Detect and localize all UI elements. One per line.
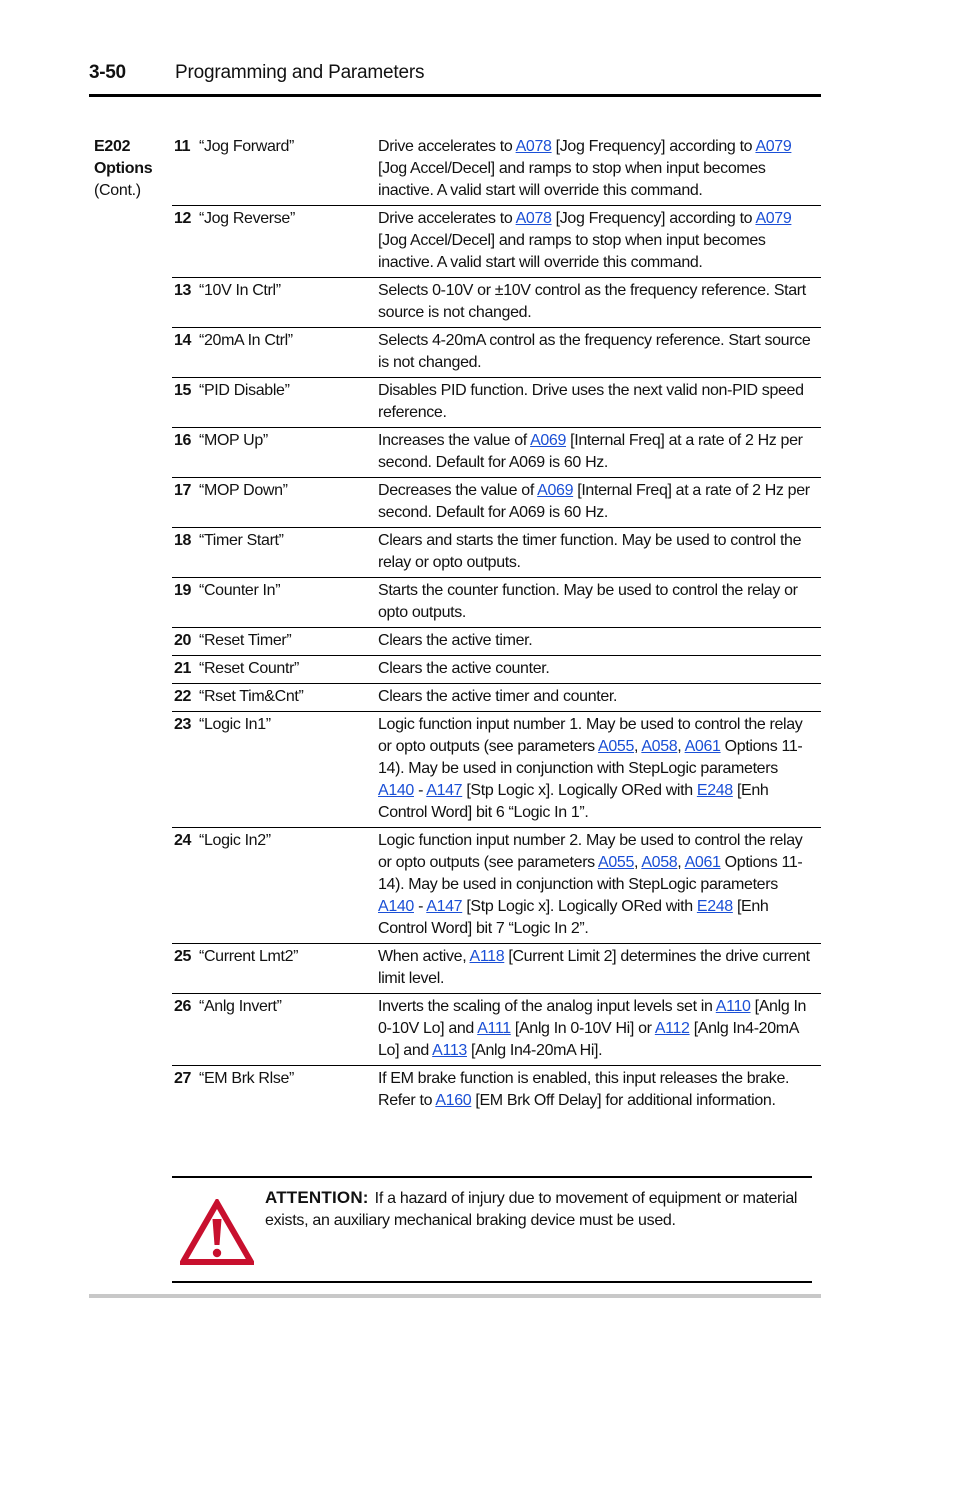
option-number: 16 bbox=[174, 432, 192, 449]
option-row bbox=[172, 428, 821, 478]
attention-label: ATTENTION: bbox=[265, 1188, 369, 1207]
option-description bbox=[378, 714, 821, 824]
description-text: Clears the active timer and counter. bbox=[378, 688, 618, 705]
parameter-link[interactable]: A058 bbox=[641, 854, 678, 871]
option-description bbox=[378, 630, 821, 652]
option-id bbox=[172, 630, 378, 652]
parameter-link[interactable]: A061 bbox=[684, 738, 721, 755]
option-row bbox=[172, 378, 821, 428]
description-text: [Anlg In4-20mA Hi]. bbox=[466, 1042, 603, 1059]
description-text: , bbox=[634, 738, 642, 755]
option-row bbox=[172, 578, 821, 628]
description-text: Options 11-14). May be used in conjunction with StepLogic parameters bbox=[378, 738, 803, 777]
description-text: [Jog Frequency] according to bbox=[551, 138, 756, 155]
option-name: “Rset Tim&Cnt” bbox=[199, 688, 304, 705]
option-id bbox=[172, 946, 378, 990]
option-number: 13 bbox=[174, 282, 192, 299]
option-id bbox=[172, 686, 378, 708]
description-text: [Anlg In 0-10V Lo] and bbox=[378, 998, 807, 1037]
description-text: Clears and starts the timer function. May be used to control the relay or opto outputs. bbox=[378, 532, 802, 571]
parameter-link[interactable]: A061 bbox=[684, 854, 721, 871]
option-name: “MOP Up” bbox=[199, 432, 268, 449]
option-id bbox=[172, 430, 378, 474]
option-description bbox=[378, 380, 821, 424]
option-id bbox=[172, 996, 378, 1062]
option-name: “Logic In2” bbox=[199, 832, 271, 849]
description-text: , bbox=[677, 738, 685, 755]
option-name: “Jog Reverse” bbox=[199, 210, 295, 227]
description-text: Selects 0-10V or ±10V control as the frequency reference. Start source is not changed. bbox=[378, 282, 806, 321]
footer-rule bbox=[89, 1294, 821, 1298]
option-number: 17 bbox=[174, 482, 192, 499]
option-description bbox=[378, 330, 821, 374]
parameter-label bbox=[94, 136, 152, 202]
parameter-link[interactable]: A055 bbox=[598, 738, 635, 755]
option-description bbox=[378, 136, 821, 202]
description-text: When active, bbox=[378, 948, 470, 965]
option-name: “MOP Down” bbox=[199, 482, 288, 499]
option-name: “Logic In1” bbox=[199, 716, 271, 733]
option-id bbox=[172, 714, 378, 824]
option-id bbox=[172, 380, 378, 424]
description-text: , bbox=[634, 854, 642, 871]
option-id bbox=[172, 658, 378, 680]
description-text: Selects 4-20mA control as the frequency reference. Start source is not changed. bbox=[378, 332, 811, 371]
parameter-continued: (Cont.) bbox=[94, 182, 141, 199]
description-text: [Internal Freq] at a rate of 2 Hz per second. Default for A069 is 60 Hz. bbox=[378, 432, 803, 471]
option-number: 12 bbox=[174, 210, 192, 227]
header-rule bbox=[89, 94, 821, 97]
description-text: [Jog Frequency] according to bbox=[551, 210, 756, 227]
parameter-link[interactable]: A058 bbox=[641, 738, 678, 755]
parameter-link[interactable]: A112 bbox=[654, 1020, 690, 1037]
page-number: 3-50 bbox=[89, 62, 126, 83]
option-id bbox=[172, 208, 378, 274]
option-name: “10V In Ctrl” bbox=[199, 282, 281, 299]
option-description bbox=[378, 1068, 821, 1112]
parameter-name: Options bbox=[94, 160, 153, 177]
option-number: 23 bbox=[174, 716, 192, 733]
description-text: Increases the value of bbox=[378, 432, 531, 449]
option-name: “Jog Forward” bbox=[199, 138, 295, 155]
option-name: “Reset Timer” bbox=[199, 632, 292, 649]
option-name: “Anlg Invert” bbox=[199, 998, 282, 1015]
option-number: 20 bbox=[174, 632, 192, 649]
option-description bbox=[378, 946, 821, 990]
option-row bbox=[172, 684, 821, 712]
description-text: [Jog Accel/Decel] and ramps to stop when input becomes inactive. A valid start will override this command. bbox=[378, 232, 766, 271]
description-text: [Stp Logic x]. Logically ORed with bbox=[462, 898, 697, 915]
description-text: Decreases the value of bbox=[378, 482, 538, 499]
option-name: “EM Brk Rlse” bbox=[199, 1070, 295, 1087]
parameter-link[interactable]: A069 bbox=[537, 482, 574, 499]
option-row bbox=[172, 712, 821, 828]
option-row bbox=[172, 328, 821, 378]
description-text: Options 11-14). May be used in conjunction with StepLogic parameters bbox=[378, 854, 803, 893]
description-text: [Enh Control Word] bit 7 “Logic In 2”. bbox=[378, 898, 769, 937]
parameter-link[interactable]: A079 bbox=[755, 138, 792, 155]
parameter-link[interactable]: A078 bbox=[515, 210, 552, 227]
description-text: [EM Brk Off Delay] for additional information. bbox=[471, 1092, 776, 1109]
description-text: Drive accelerates to bbox=[378, 138, 516, 155]
option-name: “Reset Countr” bbox=[199, 660, 300, 677]
option-number: 14 bbox=[174, 332, 192, 349]
option-name: “Timer Start” bbox=[199, 532, 284, 549]
description-text: Clears the active timer. bbox=[378, 632, 533, 649]
parameter-link[interactable]: A111 bbox=[477, 1020, 511, 1037]
option-id bbox=[172, 1068, 378, 1112]
description-text: Starts the counter function. May be used to control the relay or opto outputs. bbox=[378, 582, 798, 621]
option-description bbox=[378, 280, 821, 324]
option-row bbox=[172, 828, 821, 944]
parameter-link[interactable]: A110 bbox=[715, 998, 751, 1015]
parameter-link[interactable]: A147 bbox=[426, 782, 463, 799]
parameter-link[interactable]: A147 bbox=[426, 898, 463, 915]
description-text: Inverts the scaling of the analog input levels set in bbox=[378, 998, 716, 1015]
option-id bbox=[172, 480, 378, 524]
parameter-link[interactable]: A113 bbox=[432, 1042, 467, 1059]
option-description bbox=[378, 530, 821, 574]
parameter-link[interactable]: E248 bbox=[696, 782, 733, 799]
parameter-link[interactable]: A140 bbox=[378, 898, 414, 915]
option-row bbox=[172, 478, 821, 528]
parameter-code: E202 bbox=[94, 138, 131, 155]
option-row bbox=[172, 206, 821, 278]
description-text: - bbox=[413, 898, 427, 915]
section-title: Programming and Parameters bbox=[175, 62, 425, 83]
description-text: [Current Limit 2] determines the drive current limit level. bbox=[378, 948, 810, 987]
option-number: 21 bbox=[174, 660, 192, 677]
attention-text bbox=[265, 1187, 805, 1232]
parameter-link[interactable]: A140 bbox=[378, 782, 414, 799]
option-row bbox=[172, 656, 821, 684]
description-text: [Internal Freq] at a rate of 2 Hz per second. Default for A069 is 60 Hz. bbox=[378, 482, 810, 521]
description-text: If EM brake function is enabled, this input releases the brake. Refer to bbox=[378, 1070, 790, 1109]
option-id bbox=[172, 136, 378, 202]
description-text: [Enh Control Word] bit 6 “Logic In 1”. bbox=[378, 782, 769, 821]
option-description bbox=[378, 580, 821, 624]
description-text: [Stp Logic x]. Logically ORed with bbox=[462, 782, 697, 799]
parameter-link[interactable]: A055 bbox=[598, 854, 635, 871]
option-name: “Counter In” bbox=[199, 582, 281, 599]
option-id bbox=[172, 280, 378, 324]
option-number: 15 bbox=[174, 382, 192, 399]
attention-top-rule bbox=[172, 1176, 812, 1178]
parameter-link[interactable]: E248 bbox=[696, 898, 733, 915]
description-text: - bbox=[413, 782, 427, 799]
option-id bbox=[172, 330, 378, 374]
description-text: Logic function input number 2. May be used to control the relay or opto outputs (see parameters bbox=[378, 832, 803, 871]
option-number: 22 bbox=[174, 688, 192, 705]
description-text: [Anlg In 0-10V Hi] or bbox=[510, 1020, 655, 1037]
option-row bbox=[172, 994, 821, 1066]
option-description bbox=[378, 686, 821, 708]
option-row bbox=[172, 628, 821, 656]
option-description bbox=[378, 208, 821, 274]
description-text: Disables PID function. Drive uses the next valid non-PID speed reference. bbox=[378, 382, 804, 421]
description-text: [Jog Accel/Decel] and ramps to stop when input becomes inactive. A valid start will override this command. bbox=[378, 160, 766, 199]
option-row bbox=[172, 1066, 821, 1115]
option-number: 19 bbox=[174, 582, 192, 599]
attention-message: If a hazard of injury due to movement of equipment or material exists, an auxiliary mechanical braking device must be used. bbox=[265, 1190, 798, 1229]
options-table bbox=[172, 134, 821, 1115]
description-text: [Anlg In4-20mA Lo] and bbox=[378, 1020, 799, 1059]
description-text: , bbox=[677, 854, 685, 871]
option-number: 11 bbox=[174, 138, 191, 155]
option-name: “Current Lmt2” bbox=[199, 948, 299, 965]
option-description bbox=[378, 830, 821, 940]
parameter-link[interactable]: A069 bbox=[530, 432, 567, 449]
description-text: Clears the active counter. bbox=[378, 660, 550, 677]
option-id bbox=[172, 530, 378, 574]
option-row bbox=[172, 278, 821, 328]
option-number: 18 bbox=[174, 532, 192, 549]
option-row bbox=[172, 944, 821, 994]
parameter-link[interactable]: A079 bbox=[755, 210, 792, 227]
option-row bbox=[172, 134, 821, 206]
description-text: Logic function input number 1. May be used to control the relay or opto outputs (see parameters bbox=[378, 716, 803, 755]
option-id bbox=[172, 830, 378, 940]
description-text: Drive accelerates to bbox=[378, 210, 516, 227]
option-description bbox=[378, 430, 821, 474]
parameter-link[interactable]: A078 bbox=[515, 138, 552, 155]
option-row bbox=[172, 528, 821, 578]
attention-bottom-rule bbox=[172, 1281, 812, 1283]
option-number: 27 bbox=[174, 1070, 192, 1087]
option-number: 25 bbox=[174, 948, 192, 965]
option-name: “PID Disable” bbox=[199, 382, 290, 399]
option-id bbox=[172, 580, 378, 624]
option-description bbox=[378, 658, 821, 680]
option-description bbox=[378, 480, 821, 524]
option-description bbox=[378, 996, 821, 1062]
option-number: 24 bbox=[174, 832, 192, 849]
parameter-link[interactable]: A160 bbox=[435, 1092, 472, 1109]
option-name: “20mA In Ctrl” bbox=[199, 332, 293, 349]
parameter-link[interactable]: A118 bbox=[469, 948, 505, 965]
option-number: 26 bbox=[174, 998, 192, 1015]
warning-triangle-icon bbox=[180, 1199, 254, 1265]
